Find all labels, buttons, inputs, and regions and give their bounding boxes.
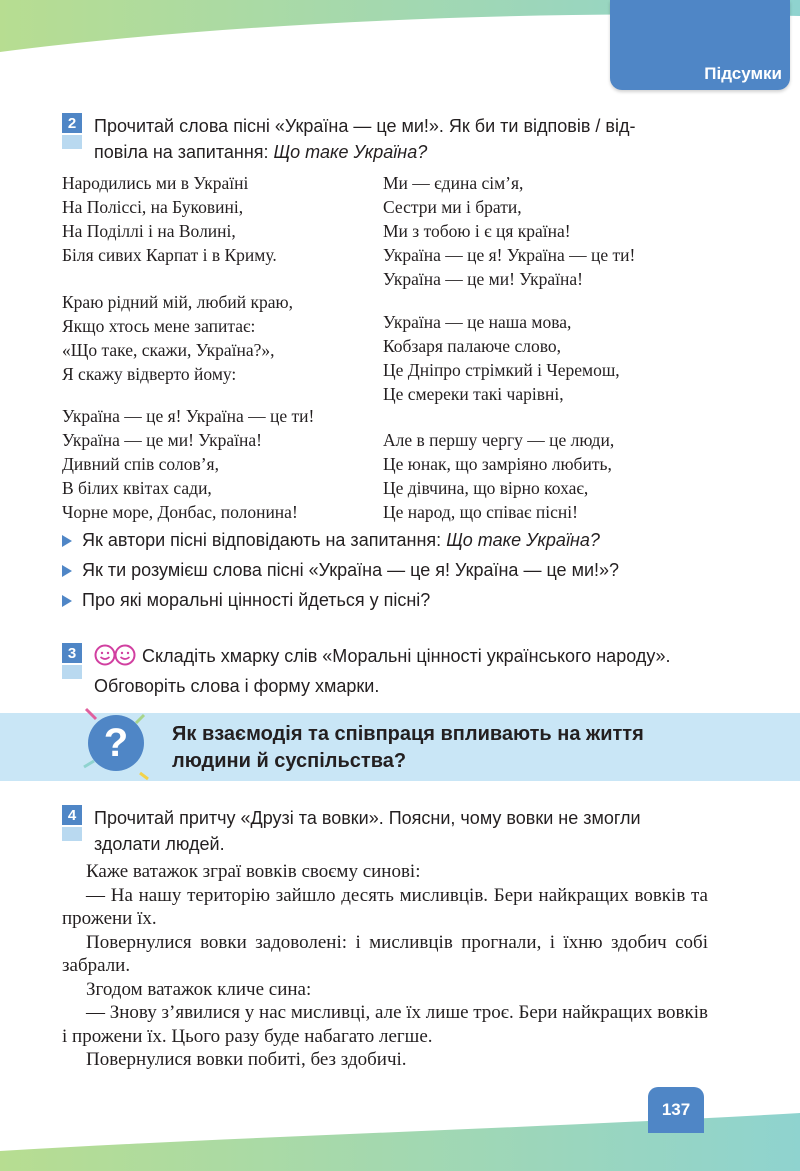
task-4-line1: Прочитай притчу «Друзі та вовки». Поясни, чому вовки не змогли xyxy=(94,808,641,828)
poem-left-stanza-3: Україна — це я! Україна — це ти! Україна — це ми! Україна! Дивний спів солов’я, В білих квітах сади, Чорне море, Донбас, полонина! xyxy=(62,406,315,522)
bullet-triangle-icon xyxy=(62,565,72,577)
task-2-italic: Що таке Україна? xyxy=(273,142,428,162)
parable-paragraph: — На нашу територію зайшло десять мисливців. Бери найкращих вовків та прожени їх. xyxy=(62,884,708,929)
key-question-line1: Як взаємодія та співпраця впливають на життя xyxy=(172,723,644,745)
svg-text:?: ? xyxy=(103,721,129,765)
task-3-line1: Складіть хмарку слів «Моральні цінності українського народу». xyxy=(142,646,671,666)
task-2-line1: Прочитай слова пісні «Україна — це ми!». Як би ти відповів / від- xyxy=(94,116,636,136)
key-question-title xyxy=(172,721,732,775)
question-3-text: Про які моральні цінності йдеться у пісні? xyxy=(82,590,431,610)
question-list xyxy=(62,527,762,617)
poem-left-stanza-1: Народились ми в Україні На Поліссі, на Буковині, На Поділлі і на Волині, Біля сивих Карпат і в Криму. xyxy=(62,173,277,265)
section-tab-label: Підсумки xyxy=(704,64,782,83)
question-item xyxy=(62,527,762,557)
task-4-line2: здолати людей. xyxy=(94,834,225,854)
question-item xyxy=(62,557,762,587)
task-2-text xyxy=(94,113,754,165)
task-number-badge: 4 xyxy=(62,805,82,825)
task-number-badge: 3 xyxy=(62,643,82,663)
poem-right-stanza-1: Ми — єдина сім’я, Сестри ми і брати, Ми з тобою і є ця країна! Україна — це я! Україна — це ти! Україна — це ми! Україна! xyxy=(383,173,636,289)
question-1-text: Як автори пісні відповідають на запитання: xyxy=(82,530,447,550)
question-mark-icon xyxy=(78,697,158,783)
task-number-badge: 2 xyxy=(62,113,82,133)
bullet-triangle-icon xyxy=(62,535,72,547)
task-2-line2: повіла на запитання: xyxy=(94,142,274,162)
pair-work-smiley-icon xyxy=(94,644,138,673)
question-item xyxy=(62,587,762,617)
task-number-shadow xyxy=(62,827,82,841)
page-number: 137 xyxy=(648,1087,704,1133)
question-2-text: Як ти розумієш слова пісні «Україна — це я! Україна — це ми!»? xyxy=(82,560,620,580)
parable-text xyxy=(62,860,708,1072)
task-3-line2: Обговоріть слова і форму хмарки. xyxy=(94,676,380,696)
question-1-italic: Що таке Україна? xyxy=(446,530,600,550)
key-question-line2: людини й суспільства? xyxy=(172,750,407,772)
parable-paragraph: Повернулися вовки побиті, без здобичі. xyxy=(86,1049,407,1070)
bullet-triangle-icon xyxy=(62,595,72,607)
task-3-text xyxy=(94,643,754,699)
parable-paragraph: — Знову з’явилися у нас мисливці, але їх лише троє. Бери найкращих вовків і прожени їх. Цього разу буде набагато легше. xyxy=(62,1002,708,1047)
task-4-text xyxy=(94,805,754,857)
poem-right-stanza-3: Але в першу чергу — це люди, Це юнак, що замріяно любить, Це дівчина, що вірно кохає, Це народ, що співає пісні! xyxy=(383,430,615,522)
parable-paragraph: Згодом ватажок кличе сина: xyxy=(86,978,312,1000)
task-number-shadow xyxy=(62,135,82,149)
task-number-shadow xyxy=(62,665,82,679)
parable-paragraph: Повернулися вовки задоволені: і мисливців прогнали, і їхню здобич собі забрали. xyxy=(62,931,708,976)
poem-right-stanza-2: Україна — це наша мова, Кобзаря палаюче слово, Це Дніпро стрімкий і Черемош, Це смереки такі чарівні, xyxy=(383,312,620,404)
section-tab xyxy=(610,0,790,90)
parable-paragraph: Каже ватажок зграї вовків своєму синові: xyxy=(86,861,421,882)
poem-left-stanza-2: Краю рідний мій, любий краю, Якщо хтось мене запитає: «Що таке, скажи, Україна?», Я скажу відверто йому: xyxy=(62,292,293,384)
